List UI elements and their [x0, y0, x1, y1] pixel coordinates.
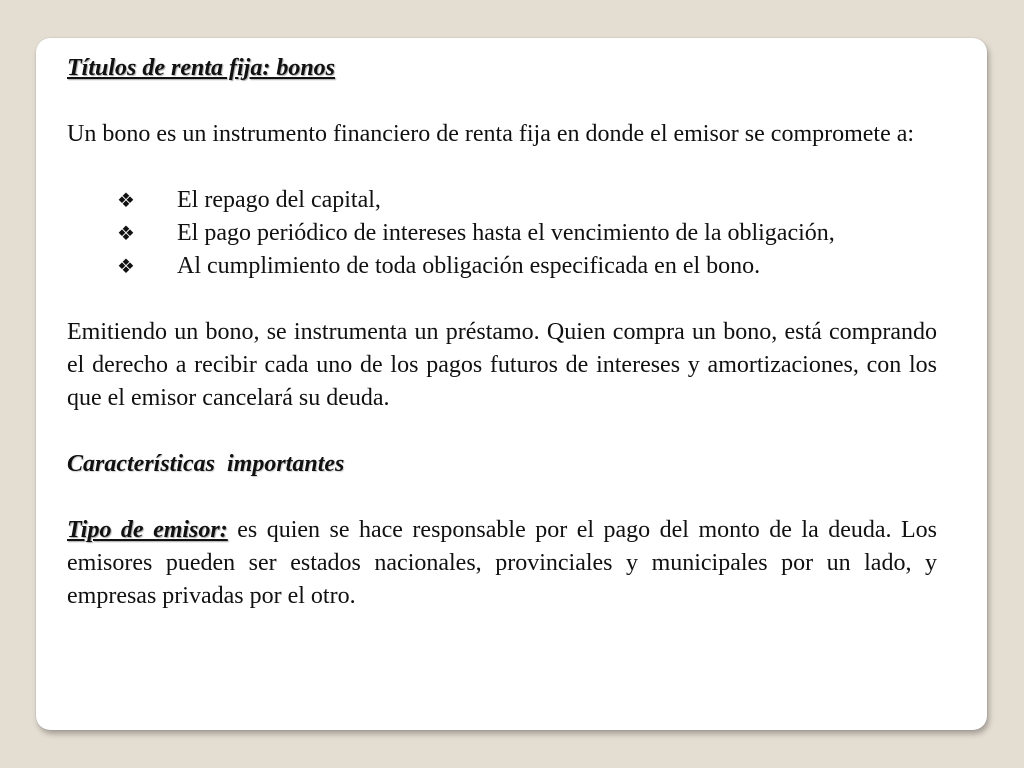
diamond-bullet-icon: ❖	[117, 221, 135, 245]
slide-card	[36, 38, 987, 730]
issuer-paragraph	[67, 514, 937, 613]
list-item-text: Al cumplimiento de toda obligación especificada en el bono.	[177, 253, 761, 279]
intro-paragraph: Un bono es un instrumento financiero de renta fija en donde el emisor se compromete a:	[67, 121, 915, 147]
slide-content	[67, 52, 937, 613]
list-item	[117, 217, 937, 250]
list-item	[117, 250, 937, 283]
commitments-list	[67, 184, 937, 283]
features-subheading: Características importantes	[67, 451, 345, 477]
issuer-term: Tipo de emisor:	[67, 517, 228, 543]
list-item-text: El repago del capital,	[177, 187, 381, 213]
loan-paragraph: Emitiendo un bono, se instrumenta un préstamo. Quien compra un bono, está comprando el derecho a recibir cada uno de los pagos futuros de intereses y amortizaciones, con los que el emisor cancelará su deuda.	[67, 319, 937, 411]
diamond-bullet-icon: ❖	[117, 188, 135, 212]
list-item-text: El pago periódico de intereses hasta el vencimiento de la obligación,	[177, 220, 835, 246]
list-item	[117, 184, 937, 217]
diamond-bullet-icon: ❖	[117, 254, 135, 278]
issuer-text: es quien se hace responsable por el pago del monto de la deuda. Los emisores pueden ser estados nacionales, provinciales y municipales por un lado, y empresas privadas por el otro.	[67, 517, 937, 609]
slide-title: Títulos de renta fija: bonos	[67, 55, 336, 81]
